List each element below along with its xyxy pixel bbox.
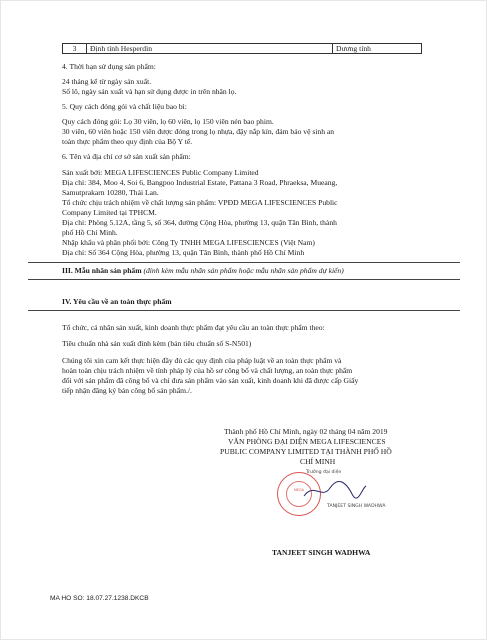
manufacturer-line-5: Company Limited tại TPHCM. [62, 208, 157, 217]
shelf-life-text-2: Số lô, ngày sản xuất và hạn sử dụng được in trên nhãn lọ. [62, 87, 237, 96]
manufacturer-line-4: Tổ chức chịu trách nhiệm về chất lượng sản phẩm: VPĐD MEGA LIFESCIENCES Public [62, 198, 338, 207]
safety-text-1: Tổ chức, cá nhân sản xuất, kinh doanh thực phẩm đạt yêu cầu an toàn thực phẩm theo: [62, 323, 325, 332]
label-section-title: III. Mẫu nhãn sản phẩm [62, 266, 142, 275]
label-section-heading [62, 266, 344, 275]
divider [28, 310, 460, 311]
packaging-text-3: toàn thực phẩm theo quy định của Bộ Y tế. [62, 137, 193, 146]
divider [28, 279, 460, 280]
manufacturer-line-3: Samutprakarn 10280, Thái Lan. [62, 188, 159, 197]
place-date: Thành phố Hồ Chí Minh, ngày 02 tháng 04 năm 2019 [224, 427, 388, 436]
seal-inner-ring: MEGA [286, 481, 312, 507]
org-name-line-1: VĂN PHÒNG ĐẠI DIỆN MEGA LIFESCIENCES [228, 437, 386, 446]
row-test-name: Định tính Hesperdin [87, 44, 333, 53]
org-name-line-2: PUBLIC COMPANY LIMITED TẠI THÀNH PHỐ HỒ [220, 447, 392, 456]
manufacturer-line-9: Địa chỉ: Số 364 Cộng Hòa, phường 13, quận Tân Bình, thành phố Hồ Chí Minh [62, 248, 305, 257]
org-name-line-3: CHÍ MINH [300, 457, 336, 466]
packaging-heading: 5. Quy cách đóng gói và chất liệu bao bì: [62, 102, 187, 111]
signatory-name: TANJEET SINGH WADHWA [272, 548, 371, 557]
commitment-line-1: Chúng tôi xin cam kết thực hiện đầy đủ các quy định của pháp luật về an toàn thực phẩm và [62, 356, 342, 365]
commitment-line-4: tiếp nhận đăng ký bản công bố sản phẩm./. [62, 386, 192, 395]
row-number: 3 [63, 44, 87, 53]
safety-text-2: Tiêu chuẩn nhà sản xuất đính kèm (bản tiêu chuẩn số S-N501) [62, 339, 252, 348]
signatory-name-small: TANJEET SINGH WADHWA [327, 504, 386, 509]
manufacturer-line-7: phố Hồ Chí Minh. [62, 228, 118, 237]
shelf-life-heading: 4. Thời hạn sử dụng sản phẩm: [62, 62, 156, 71]
manufacturer-line-6: Địa chỉ: Phòng 5.12A, tầng 5, số 364, đường Cộng Hòa, phường 13, quận Tân Bình, thành [62, 218, 337, 227]
manufacturer-line-2: Địa chỉ: 384, Moo 4, Soi 6, Bangpoo Industrial Estate, Pattana 3 Road, Phraeksa, Mueang, [62, 178, 338, 187]
manufacturer-line-1: Sản xuất bởi: MEGA LIFESCIENCES Public Company Limited [62, 168, 259, 177]
handwritten-signature [300, 478, 370, 504]
manufacturer-heading: 6. Tên và địa chỉ cơ sở sản xuất sản phẩm: [62, 152, 191, 161]
packaging-text-2: 30 viên, 60 viên hoặc 150 viên được đóng trong lọ nhựa, đậy nắp kín, đảm bảo vệ sinh an [62, 127, 335, 136]
commitment-line-2: hoàn toàn chịu trách nhiệm về tính pháp lý của hồ sơ công bố và chất lượng, an toàn thực phẩm [62, 366, 353, 375]
dossier-number: MA HO SO: 18.07.27.1238.DKCB [50, 595, 149, 602]
label-section-note: (đính kèm mẫu nhãn sản phẩm hoặc mẫu nhãn sản phẩm dự kiến) [143, 266, 344, 275]
commitment-line-3: đối với sản phẩm đã công bố và chỉ đưa sản phẩm vào sản xuất, kinh doanh khi đã được cấp Giấy [62, 376, 359, 385]
divider [28, 262, 460, 263]
packaging-text-1: Quy cách đóng gói: Lọ 30 viên, lọ 60 viên, lọ 150 viên nén bao phim. [62, 117, 274, 126]
safety-section-heading: IV. Yêu cầu về an toàn thực phẩm [62, 297, 172, 306]
shelf-life-text-1: 24 tháng kể từ ngày sản xuất. [62, 77, 152, 86]
row-result: Dương tính [336, 44, 371, 53]
signatory-title-small: Trưởng đại diện [306, 470, 342, 475]
manufacturer-line-8: Nhập khẩu và phân phối bởi: Công Ty TNHH MEGA LIFESCIENCES (Việt Nam) [62, 238, 315, 247]
test-table-row [62, 43, 422, 54]
